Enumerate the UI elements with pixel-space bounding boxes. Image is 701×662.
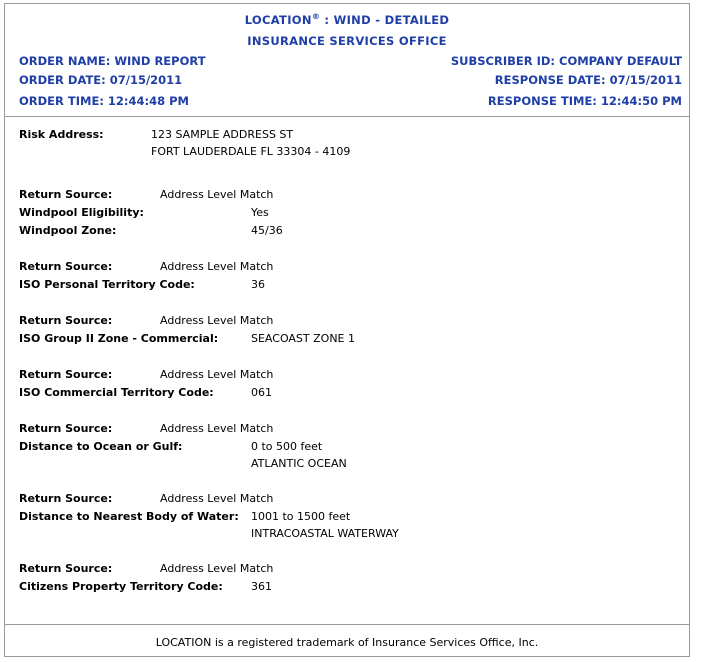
- subscriber-id: SUBSCRIBER ID: COMPANY DEFAULT: [450, 54, 682, 68]
- report-title: [5, 13, 689, 27]
- return-source-value: Address Level Match: [160, 422, 274, 435]
- distance-water-value: 1001 to 1500 feet: [251, 510, 351, 523]
- distance-ocean-value: 0 to 500 feet: [251, 440, 323, 453]
- risk-address-label: Risk Address:: [19, 128, 104, 141]
- return-source-label: Return Source:: [19, 368, 113, 381]
- return-source-label: Return Source:: [19, 422, 113, 435]
- return-source-label: Return Source:: [19, 314, 113, 327]
- windpool-eligibility-label: Windpool Eligibility:: [19, 206, 144, 219]
- windpool-zone-label: Windpool Zone:: [19, 224, 117, 237]
- report-subtitle: INSURANCE SERVICES OFFICE: [247, 34, 447, 48]
- return-source-value: Address Level Match: [160, 368, 274, 381]
- return-source-label: Return Source:: [19, 562, 113, 575]
- distance-water-name: INTRACOASTAL WATERWAY: [251, 527, 399, 540]
- citizens-territory-value: 361: [251, 580, 272, 593]
- order-date: ORDER DATE: 07/15/2011: [19, 73, 183, 87]
- iso-group-zone-value: SEACOAST ZONE 1: [251, 332, 356, 345]
- windpool-eligibility-value: Yes: [251, 206, 269, 219]
- order-time: ORDER TIME: 12:44:48 PM: [19, 94, 190, 108]
- windpool-zone-value: 45/36: [251, 224, 283, 237]
- distance-ocean-label: Distance to Ocean or Gulf:: [19, 440, 183, 453]
- footer-divider: [5, 624, 689, 625]
- citizens-territory-label: Citizens Property Territory Code:: [19, 580, 223, 593]
- title-suffix: : WIND - DETAILED: [320, 13, 450, 27]
- report-frame: [4, 3, 690, 657]
- header-divider: [5, 116, 689, 117]
- risk-address-line1: 123 SAMPLE ADDRESS ST: [151, 128, 294, 141]
- iso-personal-territory-value: 36: [251, 278, 265, 291]
- iso-commercial-territory-value: 061: [251, 386, 272, 399]
- return-source-label: Return Source:: [19, 492, 113, 505]
- return-source-value: Address Level Match: [160, 492, 274, 505]
- iso-commercial-territory-label: ISO Commercial Territory Code:: [19, 386, 214, 399]
- return-source-value: Address Level Match: [160, 260, 274, 273]
- return-source-value: Address Level Match: [160, 314, 274, 327]
- return-source-value: Address Level Match: [160, 188, 274, 201]
- iso-personal-territory-label: ISO Personal Territory Code:: [19, 278, 195, 291]
- risk-address-line2: FORT LAUDERDALE FL 33304 - 4109: [151, 145, 351, 158]
- registered-mark: ®: [311, 12, 321, 22]
- title-prefix: LOCATION: [244, 13, 312, 27]
- return-source-value: Address Level Match: [160, 562, 274, 575]
- response-time: RESPONSE TIME: 12:44:50 PM: [487, 94, 682, 108]
- return-source-label: Return Source:: [19, 260, 113, 273]
- return-source-label: Return Source:: [19, 188, 113, 201]
- trademark-footer: LOCATION is a registered trademark of Insurance Services Office, Inc.: [155, 636, 539, 649]
- distance-water-label: Distance to Nearest Body of Water:: [19, 510, 239, 523]
- order-name: ORDER NAME: WIND REPORT: [19, 54, 206, 68]
- iso-group-zone-label: ISO Group II Zone - Commercial:: [19, 332, 219, 345]
- distance-ocean-name: ATLANTIC OCEAN: [251, 457, 347, 470]
- response-date: RESPONSE DATE: 07/15/2011: [494, 73, 682, 87]
